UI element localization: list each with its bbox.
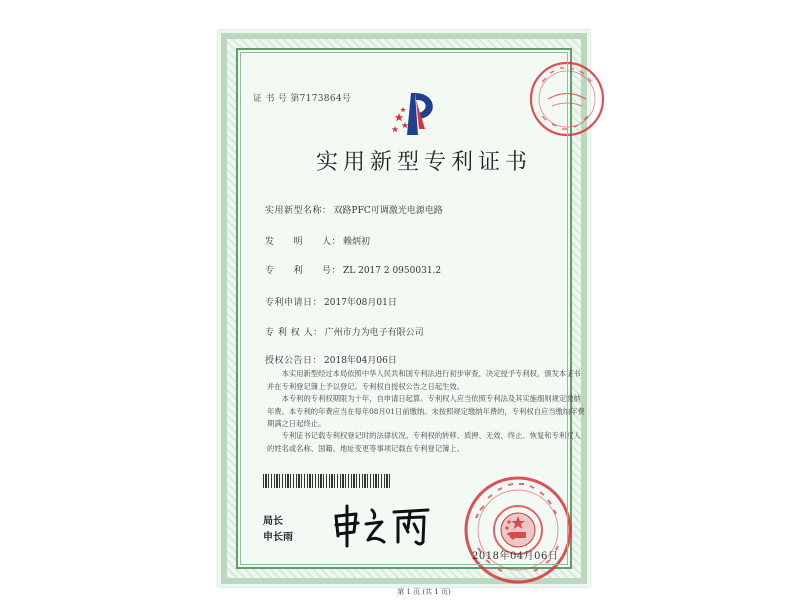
certificate-body [236, 48, 585, 596]
document-title: 实用新型专利证书 [315, 150, 532, 175]
utility-model-name-label: 实用新型名称： [265, 206, 332, 216]
grant-date [265, 353, 397, 366]
patent-number-label: 专 利 号： [265, 266, 342, 276]
barcode [263, 474, 391, 488]
inventor [265, 234, 370, 247]
utility-model-name-value: 双路PFC可调激光电源电路 [333, 206, 443, 216]
inventor-label: 发 明 人： [265, 237, 342, 247]
decorative-border [221, 33, 587, 596]
grant-date-value: 2018年04月06日 [324, 356, 397, 366]
patentee-label: 专 利 权 人： [265, 328, 323, 338]
patentee-value: 广州市力为电子有限公司 [324, 328, 424, 338]
utility-model-name [265, 203, 443, 216]
issue-date: 2018年04月06日 [472, 551, 559, 562]
grant-date-label: 授权公告日： [265, 356, 323, 366]
patent-certificate [218, 30, 590, 596]
filing-date-label: 专利申请日： [265, 298, 323, 308]
filing-date-value: 2017年08月01日 [324, 298, 397, 308]
agency-seal [528, 60, 606, 138]
director-title: 局长 [263, 516, 283, 527]
director-signature [328, 502, 438, 550]
body-paragraph-3: 专利证书记载专利权登记时的法律状况。专利权的转移、质押、无效、终止、恢复和专利权人的姓名或名称、国籍、地址变更等事项记载在专利登记簿上。 [267, 431, 581, 453]
patent-number-value: ZL 2017 2 0950031.2 [343, 266, 442, 276]
page-number: 第 1 页 (共 1 页) [397, 588, 451, 596]
director-name: 申长雨 [263, 532, 293, 543]
national-ip-office-seal [462, 474, 574, 586]
inventor-value: 赖炳初 [343, 237, 371, 247]
filing-date [265, 295, 397, 308]
patentee [265, 325, 424, 338]
certificate-number: 证 书 号 第7173864号 [253, 94, 352, 104]
patent-office-logo [385, 83, 447, 145]
body-paragraph-2: 本专利的专利权期限为十年，自申请日起算。专利权人应当依照专利法及其实施细则规定缴纳年费。本专利的年费应当在每年08月01日前缴纳。未按照规定缴纳年费的，专利权自应当缴纳年费期满之日起终止。 [267, 394, 585, 428]
body-paragraph-1: 本实用新型经过本局依照中华人民共和国专利法进行初步审查，决定授予专利权，颁发本证书并在专利登记簿上予以登记。专利权自授权公告之日起生效。 [267, 369, 581, 391]
patent-number [265, 263, 441, 276]
